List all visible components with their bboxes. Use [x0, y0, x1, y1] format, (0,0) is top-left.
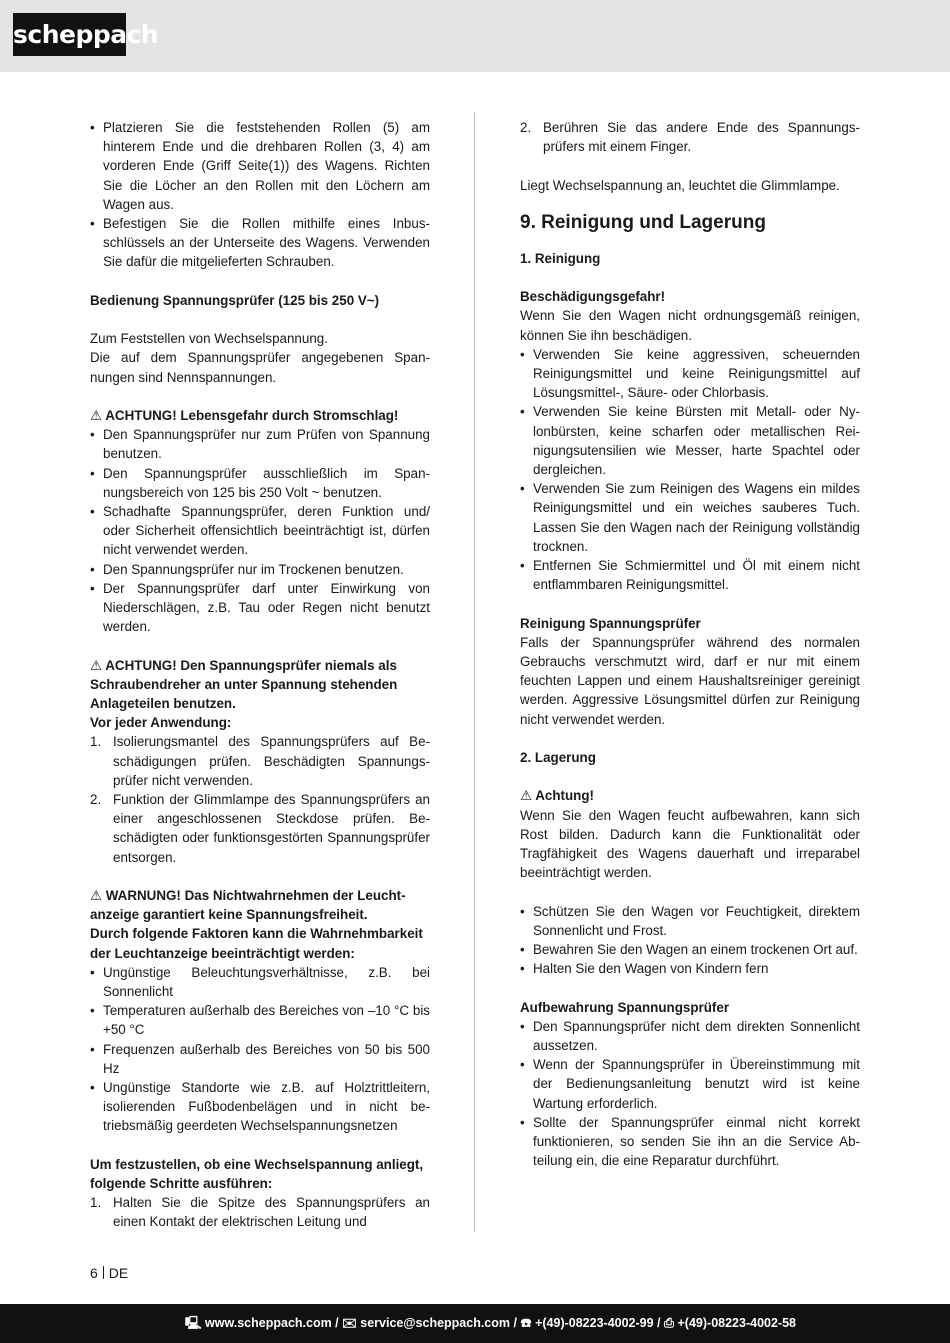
subsection-title: 2. Lagerung — [520, 750, 596, 766]
tester-clean-heading: Reinigung Spannungsprüfer — [520, 615, 701, 631]
list-item: • Wenn der Spannungsprüfer in Übereinstimmung mit der Bedienungsanleitung benutzt wird ist keine Wartung erforderlich. — [520, 1055, 860, 1113]
storage-bullet-list — [520, 902, 860, 979]
list-item: • Bewahren Sie den Wagen an einem trockenen Ort auf. — [520, 940, 860, 959]
page-number: 6 DE — [90, 1265, 129, 1281]
subsection-title: 1. Reinigung — [520, 250, 601, 266]
steps-list — [90, 1193, 430, 1231]
fax-icon: ⎙ — [664, 1316, 675, 1330]
list-item: • Schützen Sie den Wagen vor Feuchtigkeit, direktem Sonnenlicht und Frost. — [520, 902, 860, 940]
list-item: • Entfernen Sie Schmiermittel und Öl mit einem nicht entflammbaren Reinigungsmittel. — [520, 556, 860, 594]
warning-icon: ⚠ — [520, 788, 533, 804]
tester-store-heading: Aufbewahrung Spannungsprüfer — [520, 999, 730, 1015]
section-title: 9. Reinigung und Lagerung — [520, 211, 766, 233]
list-item: 2. Funktion der Glimmlampe des Spannungsprüfers an einer angeschlossenen Steckdose prüfen. Beschädigten oder funktionsgestörten Spannungsprüfer entsorgen. — [90, 792, 430, 865]
warning-icon: ⚠ — [90, 888, 103, 904]
warning-bullet-list — [90, 425, 430, 636]
factors-heading: Durch folgende Faktoren kann die Wahrnehmbarkeit der Leuchtanzeige beeinträchtigt werden: — [90, 926, 423, 961]
list-item: 1. Halten Sie die Spitze des Spannungsprüfers an einen Kontakt der elektrischen Leitung und — [90, 1195, 430, 1230]
warning-heading: ⚠ ACHTUNG! Den Spannungsprüfer niemals als Schraubendreher an unter Spannung stehenden Anlageteilen benutzen. — [90, 657, 398, 712]
fax-number: +(49)-08223-4002-58 — [677, 1316, 796, 1330]
left-column — [90, 118, 430, 1232]
column-divider — [474, 112, 475, 1232]
email-link[interactable]: service@scheppach.com — [360, 1316, 511, 1330]
cleaning-bullet-list — [520, 345, 860, 595]
list-item: • Den Spannungsprüfer nur im Trockenen benutzen. — [90, 560, 430, 579]
factors-bullet-list — [90, 963, 430, 1136]
tester-text: Die auf dem Spannungsprüfer angegebenen Spannungen sind Nennspannungen. — [90, 350, 430, 385]
list-item: • Halten Sie den Wagen von Kindern fern — [520, 959, 860, 978]
caution-heading: ⚠ Achtung! — [520, 788, 595, 804]
list-item: • Den Spannungsprüfer ausschließlich im Spannungsbereich von 125 bis 250 Volt ~ benutzen. — [90, 464, 430, 502]
brand-logo: scheppach — [13, 13, 126, 56]
warning-heading: ⚠ WARNUNG! Das Nichtwahrnehmen der Leuchtanzeige garantiert keine Spannungsfreiheit. — [90, 888, 406, 923]
warning-heading: ⚠ ACHTUNG! Lebensgefahr durch Stromschlag! — [90, 408, 399, 423]
before-use-steps — [90, 732, 430, 866]
glow-text: Liegt Wechselspannung an, leuchtet die Glimmlampe. — [520, 177, 840, 193]
list-item: • Befestigen Sie die Rollen mithilfe eines Inbusschlüssels an der Unterseite des Wagens. Verwenden Sie dafür die mitgelieferten Schrauben. — [90, 214, 430, 272]
list-item: • Frequenzen außerhalb des Bereiches von 50 bis 500 Hz — [90, 1040, 430, 1078]
warning-icon: ⚠ — [90, 408, 103, 423]
list-item: • Der Spannungsprüfer darf unter Einwirkung von Niederschlägen, z.B. Tau oder Regen nicht benutzt werden. — [90, 579, 430, 637]
tester-text: Zum Feststellen von Wechselspannung. — [90, 331, 328, 347]
before-use-heading: Vor jeder Anwendung: — [90, 715, 232, 731]
list-item: • Verwenden Sie keine aggressiven, scheuernden Reinigungsmittel und keine Reinigungsmittel auf Lösungsmittel-, Säure- oder Chlorbasis. — [520, 345, 860, 403]
list-item: 2. Berühren Sie das andere Ende des Spannungsprüfers mit einem Finger. — [520, 120, 860, 155]
list-item: • Verwenden Sie zum Reinigen des Wagens ein mildes Reinigungsmittel und ein weiches sauberes Tuch. Lassen Sie den Wagen nach der Reinigung vollständig trocknen. — [520, 479, 860, 556]
damage-text: Wenn Sie den Wagen nicht ordnungsgemäß reinigen, können Sie ihn beschädigen. — [520, 308, 860, 343]
intro-bullet-list — [90, 118, 430, 272]
warning-icon: ⚠ — [90, 657, 103, 673]
page-footer: 🖳 www.scheppach.com / ✉ service@scheppach.com / ☎ +(49)-08223-4002-99 / ⎙ +(49)-08223-4002-58 — [0, 1304, 950, 1343]
list-item: • Den Spannungsprüfer nur zum Prüfen von Spannung benutzen. — [90, 425, 430, 463]
tester-store-bullet-list — [520, 1017, 860, 1171]
phone-number: +(49)-08223-4002-99 — [535, 1316, 654, 1330]
steps-heading: Um festzustellen, ob eine Wechselspannung anliegt, folgende Schritte ausführen: — [90, 1156, 424, 1192]
page-header — [0, 0, 950, 72]
list-item: • Ungünstige Beleuchtungsverhältnisse, z.B. bei Sonnenlicht — [90, 963, 430, 1001]
list-item: • Platzieren Sie die feststehenden Rollen (5) am hinterem Ende und die drehbaren Rollen (3, 4) am vorderen Ende (Griff Seite(1)) des Wagens. Richten Sie die Löcher an den Rollen mit den Löchern am Wagen aus. — [90, 118, 430, 214]
list-item: 1. Isolierungsmantel des Spannungsprüfers auf Beschädigungen prüfen. Beschädigten Spannungsprüfer nicht verwenden. — [90, 734, 430, 788]
tester-heading: Bedienung Spannungsprüfer (125 bis 250 V~) — [90, 292, 380, 308]
steps-list-continued — [520, 118, 860, 156]
list-item: • Verwenden Sie keine Bürsten mit Metall- oder Nylonbürsten, keine scharfen oder metallischen Reinigungsutensilien wie Messer, harte Spachtel oder dergleichen. — [520, 402, 860, 479]
tester-clean-text: Falls der Spannungsprüfer während des normalen Gebrauchs verschmutzt wird, darf er nur mit einem feuchten Lappen und einem Haushaltsreiniger gereinigt werden. Aggressive Lösungsmittel dürfen zur Reinigung nicht verwendet werden. — [520, 634, 860, 727]
caution-text: Wenn Sie den Wagen feucht aufbewahren, kann sich Rost bilden. Dadurch kann die Funktionalität oder Tragfähigkeit des Wagens dauerhaft und irreparabel beeinträchtigt werden. — [520, 807, 860, 881]
phone-icon: ☎ — [520, 1316, 532, 1330]
computer-icon: 🖳 — [184, 1316, 202, 1330]
website-link[interactable]: www.scheppach.com — [205, 1316, 332, 1330]
list-item: • Temperaturen außerhalb des Bereiches von –10 °C bis +50 °C — [90, 1001, 430, 1039]
list-item: • Ungünstige Standorte wie z.B. auf Holztrittleitern, isolierenden Fußbodenbelägen und in nicht betriebsmäßig geerdeten Wechselspannungsnetzen — [90, 1078, 430, 1136]
mail-icon: ✉ — [342, 1316, 357, 1330]
damage-heading: Beschädigungsgefahr! — [520, 289, 666, 305]
list-item: • Schadhafte Spannungsprüfer, deren Funktion und/ oder Sicherheit offensichtlich beeinträchtigt ist, dürfen nicht verwendet werden. — [90, 502, 430, 560]
list-item: • Sollte der Spannungsprüfer einmal nicht korrekt funktionieren, so senden Sie ihn an die Service Abteilung ein, die eine Reparatur durchführt. — [520, 1113, 860, 1171]
right-column — [520, 118, 860, 1170]
list-item: • Den Spannungsprüfer nicht dem direkten Sonnenlicht aussetzen. — [520, 1017, 860, 1055]
